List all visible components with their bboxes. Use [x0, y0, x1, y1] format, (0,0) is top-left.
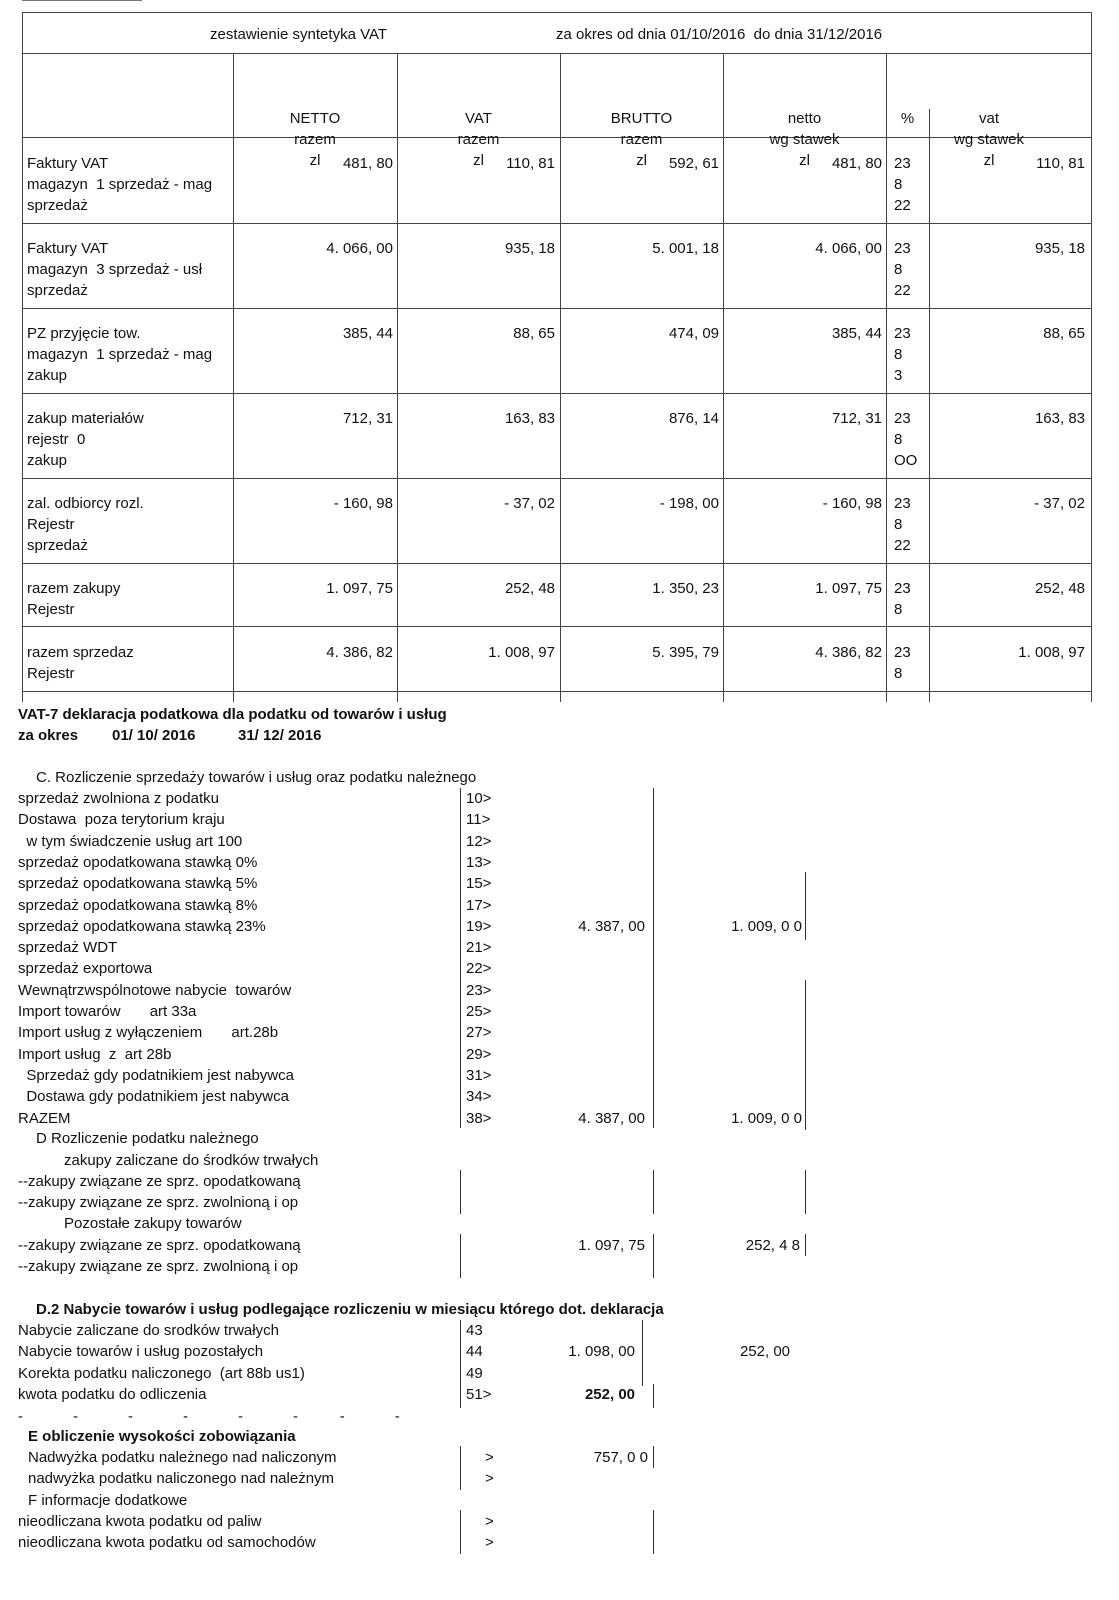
rate-cell: 8 [894, 431, 903, 448]
rate-cell: 23 [894, 155, 911, 172]
column-rule [460, 1510, 461, 1554]
summary-period: za okres od dnia 01/10/2016 do dnia 31/12/2016 [556, 26, 883, 43]
table-border [22, 308, 1092, 309]
rate-cell: 22 [894, 197, 911, 214]
rate-cell: 8 [894, 601, 903, 618]
c-row-code: 13> [466, 853, 492, 871]
column-rule [653, 1234, 654, 1278]
c-row-code: 31> [466, 1066, 492, 1084]
table-border [22, 393, 1092, 394]
c-row-code: 29> [466, 1045, 492, 1063]
column-rule [460, 1170, 461, 1214]
c-row-amount: 4. 387, 00 [578, 917, 645, 935]
d2-row-code: 49 [466, 1364, 483, 1382]
c-row-code: 25> [466, 1003, 492, 1020]
row-label: magazyn 3 sprzedaż - usł [27, 261, 203, 278]
period-to: 31/ 12/ 2016 [238, 727, 322, 744]
section-e-heading: E obliczenie wysokości zobowiązania [28, 1428, 296, 1445]
netto-cell: 4. 066, 00 [326, 240, 393, 257]
other-purchases-heading: Pozostałe zakupy towarów [64, 1215, 242, 1232]
table-border [22, 223, 1092, 224]
rate-cell: 23 [894, 644, 911, 661]
row-label: zal. odbiorcy rozl. [27, 495, 144, 512]
c-row-label: Dostawa gdy podatnikiem jest nabywca [18, 1088, 289, 1106]
c-row-label: Sprzedaż gdy podatnikiem jest nabywca [18, 1066, 294, 1084]
vat-summary-table [22, 12, 1092, 702]
table-border [22, 563, 1092, 564]
row-label: Rejestr [27, 516, 75, 533]
section-f-heading: F informacje dodatkowe [28, 1492, 188, 1509]
rate-cell: 23 [894, 240, 911, 257]
c-row-code: 34> [466, 1088, 492, 1106]
c-row-tax: 1. 009, 0 0 [731, 1109, 802, 1127]
column-rule [460, 1446, 461, 1490]
vat-cell: 88, 65 [513, 325, 555, 342]
c-row-code: 27> [466, 1024, 492, 1042]
column-rule [653, 1170, 654, 1214]
section-d-heading: D Rozliczenie podatku należnego [36, 1130, 259, 1147]
rate-cell: 8 [894, 516, 903, 533]
d-other-row: --zakupy związane ze sprz. opodatkowaną [18, 1237, 301, 1254]
col-header: NETTO razem zl [289, 110, 341, 169]
vat-rate-cell: 163, 83 [1034, 410, 1085, 427]
brutto-cell: 592, 61 [668, 155, 719, 172]
d2-row-amount: 252, 00 [584, 1385, 635, 1403]
rate-cell: 23 [894, 410, 911, 427]
c-row-label: sprzedaż opodatkowana stawką 8% [18, 896, 258, 914]
vat-cell: - 37, 02 [504, 495, 555, 512]
row-label: magazyn 1 sprzedaż - mag [27, 346, 213, 363]
rate-cell: 22 [894, 282, 911, 299]
netto-rate-cell: 481, 80 [831, 155, 882, 172]
table-border [22, 626, 1092, 627]
c-row-label: sprzedaż exportowa [18, 960, 153, 978]
rate-cell: 22 [894, 537, 911, 554]
vat-cell: 1. 008, 97 [488, 644, 555, 661]
d2-row-label: Nabycie zaliczane do srodków trwałych [18, 1322, 279, 1339]
c-row-code: 12> [466, 832, 492, 850]
d-fixed-row: --zakupy związane ze sprz. opodatkowaną [18, 1173, 301, 1190]
f-code: > [485, 1534, 494, 1551]
e-row: nadwyżka podatku naliczonego nad należnym [28, 1470, 335, 1487]
rate-cell: 23 [894, 580, 911, 597]
vat-rate-cell: - 37, 02 [1034, 495, 1085, 512]
column-rule [642, 1320, 643, 1386]
column-rule [653, 1384, 654, 1408]
row-label: rejestr 0 [27, 431, 86, 448]
row-label: Faktury VAT [27, 240, 109, 257]
vat-cell: 110, 81 [506, 155, 555, 172]
row-label: Rejestr [27, 601, 75, 618]
vat-rate-cell: 110, 81 [1036, 155, 1085, 172]
c-row-label: sprzedaż opodatkowana stawką 5% [18, 875, 258, 893]
c-row-amount: 4. 387, 00 [578, 1109, 645, 1127]
column-rule [805, 1170, 806, 1214]
netto-cell: 4. 386, 82 [326, 644, 393, 661]
d2-row-code: 43 [466, 1322, 483, 1339]
row-label: magazyn 1 sprzedaż - mag [27, 176, 213, 193]
c-row-code: 11> [466, 811, 491, 829]
e-code: > [485, 1470, 494, 1487]
brutto-cell: 5. 001, 18 [652, 240, 719, 257]
d-other-amount: 1. 097, 75 [578, 1237, 645, 1254]
row-label: zakup materiałów [27, 410, 144, 427]
vat-rate-cell: 252, 48 [1034, 580, 1085, 597]
row-label: sprzedaż [27, 197, 88, 214]
d2-row-label: Nabycie towarów i usług pozostałych [18, 1343, 264, 1361]
section-d2-heading: D.2 Nabycie towarów i usług podlegające rozliczeniu w miesiącu którego dot. deklaracja [36, 1301, 664, 1318]
column-rule [460, 1320, 461, 1408]
d-other-tax: 252, 4 8 [745, 1237, 800, 1254]
c-row-code: 15> [466, 875, 492, 893]
d2-row-label: Korekta podatku naliczonego (art 88b us1) [18, 1364, 305, 1382]
netto-rate-cell: - 160, 98 [822, 495, 882, 512]
vat-rate-cell: 1. 008, 97 [1018, 644, 1085, 661]
column-rule [460, 788, 461, 1128]
netto-cell: 712, 31 [342, 410, 393, 427]
d2-row-label: kwota podatku do odliczenia [18, 1385, 207, 1403]
row-label: razem sprzedaz [27, 644, 134, 661]
row-label: sprzedaż [27, 282, 88, 299]
e-row: Nadwyżka podatku należnego nad naliczonym [28, 1449, 337, 1466]
c-row-label: Import usług z wyłączeniem art.28b [18, 1024, 279, 1042]
column-rule [805, 980, 806, 1130]
period-from: 01/ 10/ 2016 [112, 727, 196, 744]
netto-cell: 385, 44 [342, 325, 393, 342]
netto-cell: - 160, 98 [333, 495, 393, 512]
vat-rate-cell: 88, 65 [1043, 325, 1085, 342]
column-rule [653, 1510, 654, 1554]
col-header: VAT razem zl [457, 110, 500, 169]
c-row-label: Dostawa poza terytorium kraju [18, 811, 225, 829]
summary-title: zestawienie syntetyka VAT [210, 26, 388, 43]
rate-cell: 23 [894, 325, 911, 342]
row-label: razem zakupy [27, 580, 121, 597]
netto-rate-cell: 385, 44 [831, 325, 882, 342]
col-header-percent: % [900, 110, 915, 127]
vat-cell: 252, 48 [504, 580, 555, 597]
d2-row-code: 44 [466, 1343, 483, 1361]
brutto-cell: 876, 14 [668, 410, 719, 427]
rate-cell: 3 [894, 367, 903, 384]
col-header: BRUTTO razem zl [610, 110, 673, 169]
d2-row-amount: 1. 098, 00 [568, 1343, 635, 1361]
vat-rate-cell: 935, 18 [1034, 240, 1085, 257]
fixed-assets-heading: zakupy zaliczane do środków trwałych [64, 1152, 319, 1169]
e-amount: 757, 0 0 [593, 1449, 648, 1466]
brutto-cell: 474, 09 [668, 325, 719, 342]
c-row-code: 10> [466, 790, 492, 807]
section-c-heading: C. Rozliczenie sprzedaży towarów i usług oraz podatku należnego [36, 769, 477, 786]
e-code: > [485, 1449, 494, 1466]
c-row-tax: 1. 009, 0 0 [731, 917, 802, 935]
table-border [22, 478, 1092, 479]
table-border [22, 12, 23, 702]
c-row-code: 23> [466, 981, 492, 999]
c-row-label: sprzedaż opodatkowana stawką 0% [18, 853, 258, 871]
c-row-label: RAZEM [18, 1109, 71, 1127]
row-label: Rejestr [27, 665, 75, 682]
d2-row-tax: 252, 00 [739, 1343, 790, 1361]
row-label: zakup [27, 367, 68, 384]
column-rule [805, 872, 806, 940]
dash-separator: - - - - - - - - [18, 1408, 400, 1425]
c-row-code: 22> [466, 960, 492, 978]
brutto-cell: 1. 350, 23 [652, 580, 719, 597]
brutto-cell: 5. 395, 79 [652, 644, 719, 661]
period-label: za okres [18, 727, 79, 744]
netto-rate-cell: 712, 31 [831, 410, 882, 427]
table-border [22, 691, 1092, 692]
c-row-label: Wewnątrzwspólnotowe nabycie towarów [18, 981, 292, 999]
f-code: > [485, 1513, 494, 1530]
row-label: zakup [27, 452, 68, 469]
d-fixed-row: --zakupy związane ze sprz. zwolnioną i op [18, 1194, 299, 1211]
brutto-cell: - 198, 00 [659, 495, 719, 512]
col-header: vat wg stawek zl [953, 110, 1025, 169]
col-header: netto wg stawek zl [769, 110, 840, 169]
rate-cell: 8 [894, 346, 903, 363]
netto-rate-cell: 4. 066, 00 [815, 240, 882, 257]
c-row-label: w tym świadczenie usług art 100 [18, 832, 243, 850]
d-other-row: --zakupy związane ze sprz. zwolnioną i op [18, 1258, 299, 1275]
netto-rate-cell: 1. 097, 75 [815, 580, 882, 597]
table-border [22, 53, 1092, 54]
row-label: Faktury VAT [27, 155, 109, 172]
table-border [22, 12, 1092, 13]
rate-cell: 8 [894, 176, 903, 193]
page-cut-edge [22, 0, 142, 4]
c-row-label: sprzedaż WDT [18, 939, 118, 957]
c-row-code: 38> [466, 1109, 492, 1127]
rate-cell: 23 [894, 495, 911, 512]
column-rule [653, 1446, 654, 1468]
c-row-code: 19> [466, 917, 492, 935]
f-row: nieodliczana kwota podatku od samochodów [18, 1534, 316, 1551]
declaration-title: VAT-7 deklaracja podatkowa dla podatku od towarów i usług [18, 706, 447, 723]
rate-cell: 8 [894, 261, 903, 278]
row-label: PZ przyjęcie tow. [27, 325, 141, 342]
vat-cell: 163, 83 [504, 410, 555, 427]
netto-rate-cell: 4. 386, 82 [815, 644, 882, 661]
row-label: sprzedaż [27, 537, 88, 554]
c-row-label: Import usług z art 28b [18, 1045, 172, 1063]
c-row-label: Import towarów art 33a [18, 1003, 197, 1020]
c-row-code: 17> [466, 896, 492, 914]
d2-row-code: 51> [466, 1385, 492, 1403]
f-row: nieodliczana kwota podatku od paliw [18, 1513, 262, 1530]
column-rule [653, 788, 654, 1128]
column-rule [460, 1234, 461, 1278]
c-row-label: sprzedaż opodatkowana stawką 23% [18, 917, 266, 935]
rate-cell: 8 [894, 665, 903, 682]
c-row-code: 21> [466, 939, 492, 957]
netto-cell: 481, 80 [342, 155, 393, 172]
column-rule [805, 1234, 806, 1256]
rate-cell: OO [894, 452, 918, 469]
c-row-label: sprzedaż zwolniona z podatku [18, 790, 219, 807]
netto-cell: 1. 097, 75 [326, 580, 393, 597]
vat-cell: 935, 18 [504, 240, 555, 257]
